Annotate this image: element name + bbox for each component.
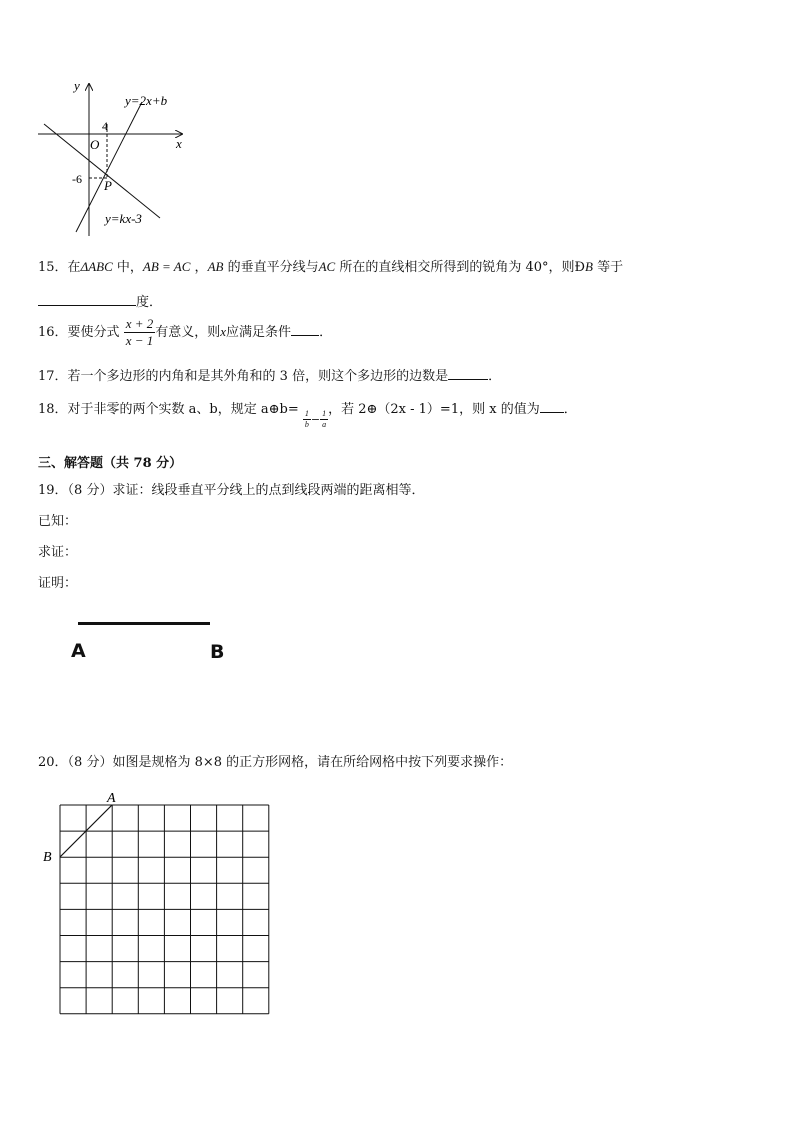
q18-f2-numerator: 1 [322,409,327,418]
q18-minus: − [310,413,321,426]
q15-answer-blank[interactable] [38,293,136,306]
question-19: 19．（8 分）求证：线段垂直平分线上的点到线段两端的距离相等． [38,483,425,498]
q15-text-2: 中， [112,260,143,275]
line-y-kx-3 [44,124,160,218]
q18-f1-numerator: 1 [304,409,309,418]
y-axis-label: y [74,78,80,93]
segment-ab [78,622,210,625]
q16-denominator: x − 1 [125,333,154,348]
question-15 [38,256,623,275]
q16-number: 16． [38,325,68,340]
q15-ab: AB [207,259,224,274]
q16-numerator: x + 2 [125,316,154,331]
q15-b: B [585,259,593,274]
q19-proof: 证明： [38,576,78,591]
grid-8x8 [40,788,280,1018]
grid-point-b: B [43,850,52,865]
question-17 [38,365,501,384]
q19-known: 已知： [38,514,78,529]
grid-point-a: A [107,791,116,806]
q18-answer-blank[interactable] [540,400,564,413]
q18-tail: ． [563,402,577,417]
q15-text-4: 的垂直平分线与 [223,260,319,275]
q18-f2-denominator: a [322,420,327,429]
q15-triangle: ΔABC [80,259,113,274]
q18-text-1: 18．对于非零的两个实数 a、b，规定 a⊕b= [38,402,299,417]
section-3-title: 三、解答题（共 78 分） [38,456,183,471]
label-neg6: -6 [72,172,82,186]
q16-text-2: 有意义，则 [155,325,221,340]
q15-text-5: 所在的直线相交所得到的锐角为 40°，则Ð [335,260,586,275]
question-20: 20．（8 分）如图是规格为 8×8 的正方形网格，请在所给网格中按下列要求操作： [38,755,513,770]
q16-text-1: 要使分式 [67,325,120,340]
segment-point-a: A [71,640,86,662]
q18-fraction-2 [320,409,328,430]
question-16 [38,316,332,349]
q17-answer-blank[interactable] [448,367,488,380]
q15-answer-line [38,291,162,310]
line1-label: y=2x+b [125,93,168,108]
q15-text-1: 在 [67,260,81,275]
segment-point-b: B [210,641,225,663]
point-p-label: P [104,178,112,193]
origin-label: O [90,137,100,152]
q15-text-6: 等于 [592,260,624,275]
q15-tail: 度． [136,295,163,310]
label-4: 4 [102,119,108,133]
q16-answer-blank[interactable] [291,323,319,336]
q16-tail: ． [319,325,333,340]
q16-text-3: 应满足条件 [226,325,292,340]
coordinate-graph [30,72,205,242]
q15-ac: AC [318,259,336,274]
x-axis-label: x [176,136,182,151]
q15-equation: AB = AC [142,259,191,274]
q17-text: 17．若一个多边形的内角和是其外角和的 3 倍，则这个多边形的边数是 [38,369,449,384]
q16-x: x [220,324,227,339]
q18-f1-denominator: b [304,420,309,429]
q16-fraction [124,316,156,349]
q17-tail: ． [488,369,502,384]
q19-prove: 求证： [38,545,78,560]
question-18 [38,398,577,429]
q15-text-3: ， [190,260,208,275]
q15-number: 15． [38,260,68,275]
line2-label: y=kx-3 [105,211,142,226]
q18-text-2: ，若 2⊕（2x - 1）=1，则 x 的值为 [328,402,540,417]
q18-fraction-1 [303,409,311,430]
